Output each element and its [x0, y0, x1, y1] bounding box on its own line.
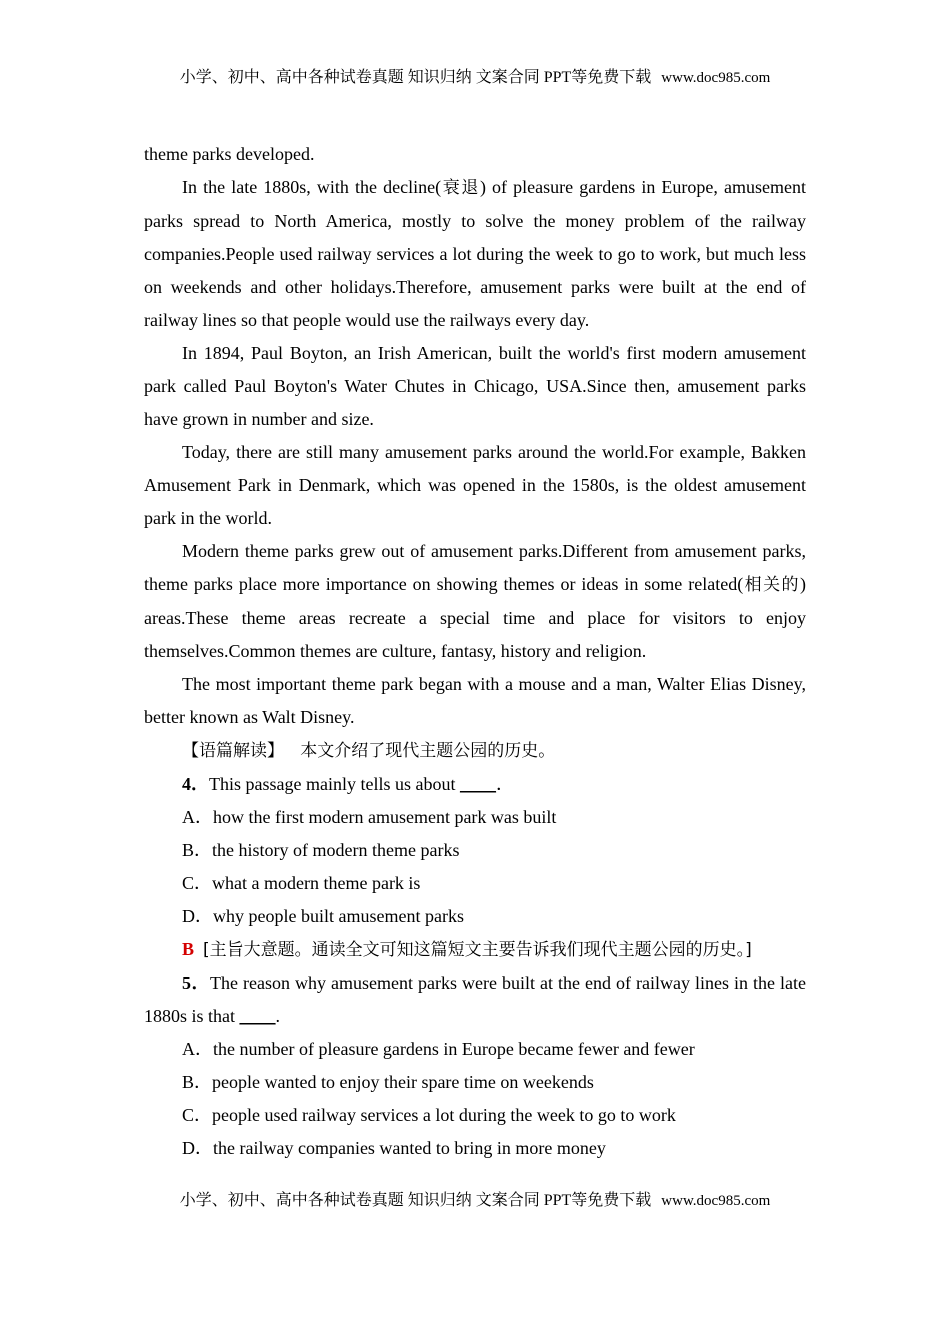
passage-paragraph-1: In the late 1880s, with the decline(衰退) of pleasure gardens in Europe, amusement parks spread to North America, mostly to solve the money problem of the railway companies.People used railway services a lot during the week to go to work, but much less on weekends and other holidays.Therefore, amusement parks were built at the end of railway lines so that people would use the railways every day. — [144, 177, 806, 330]
question-4-stem: 4．This passage mainly tells us about ____． — [182, 774, 514, 794]
analysis-label: 【语篇解读】 — [182, 741, 284, 761]
question-5-option-a: A．the number of pleasure gardens in Europe became fewer and fewer — [182, 1039, 695, 1059]
question-4-option-b: B．the history of modern theme parks — [182, 840, 460, 860]
passage-analysis — [144, 734, 806, 768]
gloss-decline: 衰退 — [441, 178, 480, 198]
document-body — [144, 138, 806, 1165]
answer-letter: B — [182, 939, 195, 959]
question-5-option-d: D．the railway companies wanted to bring in more money — [182, 1138, 606, 1158]
header-text: 小学、初中、高中各种试卷真题 知识归纳 文案合同 PPT等免费下载 — [179, 69, 652, 86]
footer-text: 小学、初中、高中各种试卷真题 知识归纳 文案合同 PPT等免费下载 — [179, 1192, 652, 1209]
footer-site-link[interactable]: www.doc985.com — [661, 1193, 771, 1209]
page-header — [0, 68, 950, 88]
answer-blank: ____ — [459, 774, 496, 794]
question-4-answer — [144, 933, 806, 967]
question-4-option-c: C．what a modern theme park is — [182, 873, 421, 893]
passage-paragraph-0: theme parks developed. — [144, 144, 315, 164]
gloss-related: 相关的 — [743, 575, 800, 595]
question-5-option-b: B．people wanted to enjoy their spare time on weekends — [182, 1072, 594, 1092]
passage-paragraph-5: The most important theme park began with a mouse and a man, Walter Elias Disney, better known as Walt Disney. — [144, 674, 806, 727]
passage-paragraph-3: Today, there are still many amusement parks around the world.For example, Bakken Amusement Park in Denmark, which was opened in the 1580s, is the oldest amusement park in the world. — [144, 442, 806, 528]
answer-blank: ____ — [239, 1006, 276, 1026]
passage-paragraph-2: In 1894, Paul Boyton, an Irish American, built the world's first modern amusement park called Paul Boyton's Water Chutes in Chicago, USA.Since then, amusement parks have grown in number and size. — [144, 343, 806, 429]
question-4-option-d: D．why people built amusement parks — [182, 906, 464, 926]
question-5-stem: 5．The reason why amusement parks were built at the end of railway lines in the late 1880s is that ____. — [144, 973, 807, 1026]
header-site-link[interactable]: www.doc985.com — [661, 70, 771, 86]
passage-paragraph-4: Modern theme parks grew out of amusement parks.Different from amusement parks, theme parks place more importance on showing themes or ideas in some related(相关的) areas.These theme areas recreate a special time and place for visitors to enjoy themselves.Common themes are culture, fantasy, history and religion. — [144, 541, 806, 661]
analysis-text: 本文介绍了现代主题公园的历史。 — [300, 741, 556, 761]
question-4-option-a: A．how the first modern amusement park was built — [182, 807, 557, 827]
question-5-option-c: C．people used railway services a lot during the week to go to work — [182, 1105, 676, 1125]
page-footer — [0, 1191, 950, 1211]
answer-explanation: [主旨大意题。通读全文可知这篇短文主要告诉我们现代主题公园的历史。] — [203, 940, 752, 960]
